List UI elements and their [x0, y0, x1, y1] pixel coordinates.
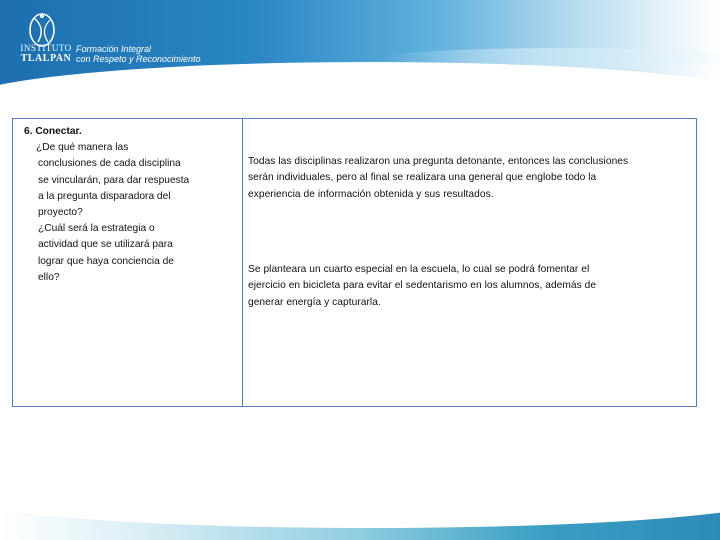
question-line: proyecto?	[38, 207, 83, 219]
question-line: ello?	[38, 271, 60, 283]
answer-line: generar energía y capturarla.	[248, 296, 381, 308]
question-line: ¿De qué manera las	[36, 142, 129, 154]
question-line: a la pregunta disparadora del	[38, 190, 171, 202]
logo-text-tlalpan: TLALPAN	[20, 53, 72, 64]
answer-paragraph-1	[248, 154, 692, 203]
section-title: 6. Conectar.	[24, 126, 82, 137]
answer-line: experiencia de información obtenida y sus resultados.	[248, 188, 494, 200]
tagline-line1: Formación Integral	[76, 44, 152, 54]
answer-line: serán individuales, pero al final se realizara una general que englobe todo la	[248, 172, 597, 184]
question-line: actividad que se utilizará para	[38, 239, 173, 251]
answer-line: Todas las disciplinas realizaron una pregunta detonante, entonces las conclusiones	[248, 156, 629, 167]
answer-paragraph-2	[248, 262, 692, 311]
question-line: se vincularán, para dar respuesta	[38, 174, 190, 186]
question-line: ¿Cuál será la estrategia o	[38, 223, 155, 235]
table-column-divider	[242, 118, 243, 407]
left-cell	[24, 124, 224, 286]
question-line: lograr que haya conciencia de	[38, 255, 174, 267]
logo-text-instituto: INSTITUTO	[20, 43, 72, 53]
question-line: conclusiones de cada disciplina	[38, 158, 181, 170]
answer-line: ejercicio en bicicleta para evitar el sedentarismo en los alumnos, además de	[248, 280, 597, 292]
tagline-line2: con Respeto y Reconocimiento	[76, 54, 201, 64]
answer-line: Se planteara un cuarto especial en la escuela, lo cual se podrá fomentar el	[248, 264, 590, 275]
